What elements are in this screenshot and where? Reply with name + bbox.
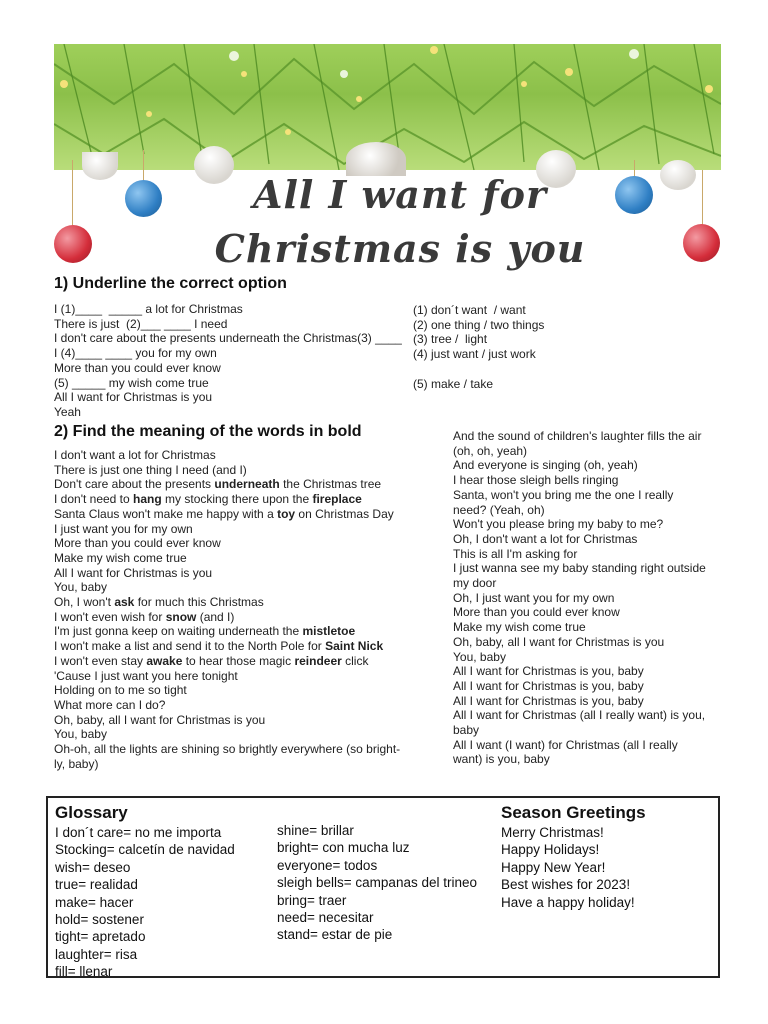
- section-2-lyrics-right: [453, 429, 706, 767]
- lyric-line: [54, 566, 400, 581]
- lyric-text: Oh-oh, all the lights are shining so brightly everywhere (so bright-: [54, 742, 401, 757]
- lyric-line: All I want for Christmas is you, baby: [453, 664, 644, 679]
- glossary-entry: wish= deseo: [55, 859, 131, 875]
- lyric-line: [54, 624, 400, 639]
- glossary-entry: hold= sostener: [55, 912, 144, 928]
- lyric-line: All I want (I want) for Christmas (all I really: [453, 737, 678, 752]
- glossary-entry: laughter= risa: [55, 946, 138, 962]
- ornament-string: [143, 150, 144, 184]
- lyric-line: [54, 757, 400, 772]
- glossary-entry: tight= apretado: [55, 929, 146, 945]
- bold-vocabulary-word: Saint Nick: [325, 639, 384, 654]
- lyric-text: Holding on to me so tight: [54, 683, 187, 698]
- lyric-line: I hear those sleigh bells ringing: [453, 473, 619, 488]
- lyric-line: There is just (2)___ ____ I need: [54, 316, 228, 331]
- lyric-text: Oh, baby, all I want for Christmas is you: [54, 712, 266, 727]
- silver-ornament-icon: [660, 160, 696, 190]
- lyric-text: Don't care about the presents: [54, 477, 215, 492]
- lyric-line: [54, 492, 400, 507]
- lyric-line: Won't you please bring my baby to me?: [453, 517, 664, 532]
- greetings-list: [501, 824, 635, 911]
- silver-ornament-icon: [82, 152, 118, 180]
- lyric-text: Santa Claus won't make me happy with a: [54, 506, 278, 521]
- lyric-line: I don't care about the presents underneath the Christmas(3) ____: [54, 331, 402, 346]
- glossary-entry: Stocking= calcetín de navidad: [55, 842, 235, 858]
- bold-vocabulary-word: awake: [146, 653, 183, 668]
- lyric-text: my stocking there upon the: [161, 492, 313, 507]
- glossary-entry: make= hacer: [55, 894, 134, 910]
- lyric-line: [54, 683, 400, 698]
- lyric-text: There is just one thing I need (and I): [54, 462, 247, 477]
- lyric-text: More than you could ever know: [54, 536, 221, 551]
- lyric-line: All I want for Christmas (all I really want) is you,: [453, 708, 706, 723]
- lyric-line: [54, 477, 400, 492]
- page-title-line-1: All I want for: [252, 172, 548, 217]
- bold-vocabulary-word: snow: [165, 609, 197, 624]
- ornament-string: [72, 160, 73, 230]
- silver-ornament-icon: [346, 142, 406, 176]
- option-line: (3) tree / light: [413, 332, 488, 347]
- section-1-heading: 1) Underline the correct option: [54, 275, 287, 292]
- lyric-line: [54, 639, 400, 654]
- glossary-entry: sleigh bells= campanas del trineo: [277, 875, 477, 891]
- page-title-line-2: Christmas is you: [214, 226, 586, 271]
- lyric-line: More than you could ever know: [453, 605, 620, 620]
- lyric-text: Oh, I won't: [54, 595, 115, 610]
- bold-vocabulary-word: fireplace: [312, 492, 362, 507]
- bold-vocabulary-word: reindeer: [294, 653, 342, 668]
- lyric-line: Oh, I just want you for my own: [453, 590, 615, 605]
- bold-vocabulary-word: ask: [114, 595, 135, 610]
- lyric-line: [54, 580, 400, 595]
- lyric-line: [54, 654, 400, 669]
- lyric-text: I just want you for my own: [54, 521, 193, 536]
- lyric-line: You, baby: [453, 649, 506, 664]
- bold-vocabulary-word: underneath: [214, 477, 280, 492]
- glossary-column-1: [55, 824, 235, 981]
- lyric-line: More than you could ever know: [54, 360, 221, 375]
- lyric-text: ly, baby): [54, 756, 99, 771]
- lyric-line: Santa, won't you bring me the one I really: [453, 487, 674, 502]
- lyric-text: click: [341, 653, 369, 668]
- lyric-line: want) is you, baby: [453, 752, 550, 767]
- greeting-item: Merry Christmas!: [501, 825, 604, 840]
- glossary-entry: true= realidad: [55, 877, 138, 893]
- lyric-text: I don't want a lot for Christmas: [54, 448, 216, 462]
- lyric-text: Make my wish come true: [54, 550, 187, 565]
- option-line: (4) just want / just work: [413, 347, 536, 362]
- glossary-entry: everyone= todos: [277, 857, 378, 873]
- blue-ornament-icon: [125, 180, 162, 217]
- lyric-text: I don't need to: [54, 492, 134, 507]
- greetings-heading: Season Greetings: [501, 803, 646, 822]
- glossary-column-2: [277, 822, 477, 944]
- lyric-text: on Christmas Day: [295, 506, 394, 521]
- lyric-line: (5) _____ my wish come true: [54, 375, 209, 390]
- section-1-options: [413, 303, 544, 391]
- lyric-line: I (4)____ ____ you for my own: [54, 346, 217, 361]
- lyric-line: All I want for Christmas is you: [54, 390, 213, 405]
- lyric-line: need? (Yeah, oh): [453, 502, 545, 517]
- glossary-entry: shine= brillar: [277, 823, 354, 838]
- lyric-line: [54, 448, 400, 463]
- lyric-line: [54, 536, 400, 551]
- lyric-line: And the sound of children's laughter fills the air: [453, 429, 702, 443]
- glossary-entry: bright= con mucha luz: [277, 840, 410, 856]
- lyric-line: Oh, baby, all I want for Christmas is you: [453, 634, 665, 649]
- bold-vocabulary-word: mistletoe: [302, 624, 356, 639]
- lyric-line: baby: [453, 723, 480, 738]
- bold-vocabulary-word: toy: [277, 506, 296, 521]
- lyric-text: the Christmas tree: [279, 477, 382, 492]
- lyric-text: All I want for Christmas is you: [54, 565, 213, 580]
- lyric-line: [54, 713, 400, 728]
- lyric-text: (and I): [196, 609, 235, 624]
- option-line: [413, 362, 544, 377]
- glossary-entry: bring= traer: [277, 892, 347, 908]
- option-line: (5) make / take: [413, 376, 494, 391]
- lyric-text: You, baby: [54, 727, 107, 742]
- lyric-text: I won't even stay: [54, 653, 147, 668]
- glossary-entry: stand= estar de pie: [277, 927, 393, 943]
- lyric-line: [54, 463, 400, 478]
- greeting-item: Have a happy holiday!: [501, 894, 635, 910]
- lyric-text: You, baby: [54, 580, 107, 595]
- lyric-line: This is all I'm asking for: [453, 546, 578, 561]
- section-1-lyrics: [54, 302, 402, 420]
- lyric-text: to hear those magic: [182, 653, 295, 668]
- lyric-text: for much this Christmas: [134, 595, 264, 610]
- ornament-string: [702, 170, 703, 226]
- section-2-lyrics-left: [54, 448, 400, 771]
- option-line: (1) don´t want / want: [413, 303, 526, 317]
- lyric-line: [54, 551, 400, 566]
- red-ornament-icon: [54, 225, 92, 263]
- lyric-line: [54, 742, 400, 757]
- lyric-line: [54, 610, 400, 625]
- option-line: (2) one thing / two things: [413, 317, 545, 332]
- lyric-line: [54, 669, 400, 684]
- lyric-line: [54, 507, 400, 522]
- lyric-text: I won't even wish for: [54, 609, 166, 624]
- lyric-line: [54, 522, 400, 537]
- lyric-text: What more can I do?: [54, 697, 166, 712]
- lyric-line: All I want for Christmas is you, baby: [453, 693, 644, 708]
- lyric-line: [54, 595, 400, 610]
- glossary-entry: need= necesitar: [277, 910, 374, 926]
- greeting-item: Happy Holidays!: [501, 842, 600, 858]
- lyric-line: [54, 698, 400, 713]
- lyric-line: I just wanna see my baby standing right outside: [453, 561, 706, 576]
- lyric-line: Yeah: [54, 404, 81, 419]
- lyric-line: I (1)____ _____ a lot for Christmas: [54, 302, 243, 316]
- glossary-entry: I don´t care= no me importa: [55, 825, 222, 840]
- lyric-line: Make my wish come true: [453, 620, 586, 635]
- lyric-line: [54, 727, 400, 742]
- glossary-heading: Glossary: [55, 803, 128, 822]
- red-ornament-icon: [683, 224, 720, 262]
- glossary-entry: fill= llenar: [55, 964, 113, 980]
- lyric-text: 'Cause I just want you here tonight: [54, 668, 238, 683]
- greeting-item: Happy New Year!: [501, 859, 606, 875]
- lyric-line: All I want for Christmas is you, baby: [453, 678, 644, 693]
- greeting-item: Best wishes for 2023!: [501, 877, 631, 893]
- bold-vocabulary-word: hang: [133, 492, 162, 507]
- lyric-line: (oh, oh, yeah): [453, 443, 528, 458]
- lyric-text: I'm just gonna keep on waiting underneath the: [54, 624, 303, 639]
- lyric-text: I won't make a list and send it to the North Pole for: [54, 639, 326, 654]
- lyric-line: And everyone is singing (oh, yeah): [453, 458, 638, 473]
- section-2-heading: 2) Find the meaning of the words in bold: [54, 423, 362, 440]
- lyric-line: my door: [453, 576, 497, 591]
- lyric-line: Oh, I don't want a lot for Christmas: [453, 531, 638, 546]
